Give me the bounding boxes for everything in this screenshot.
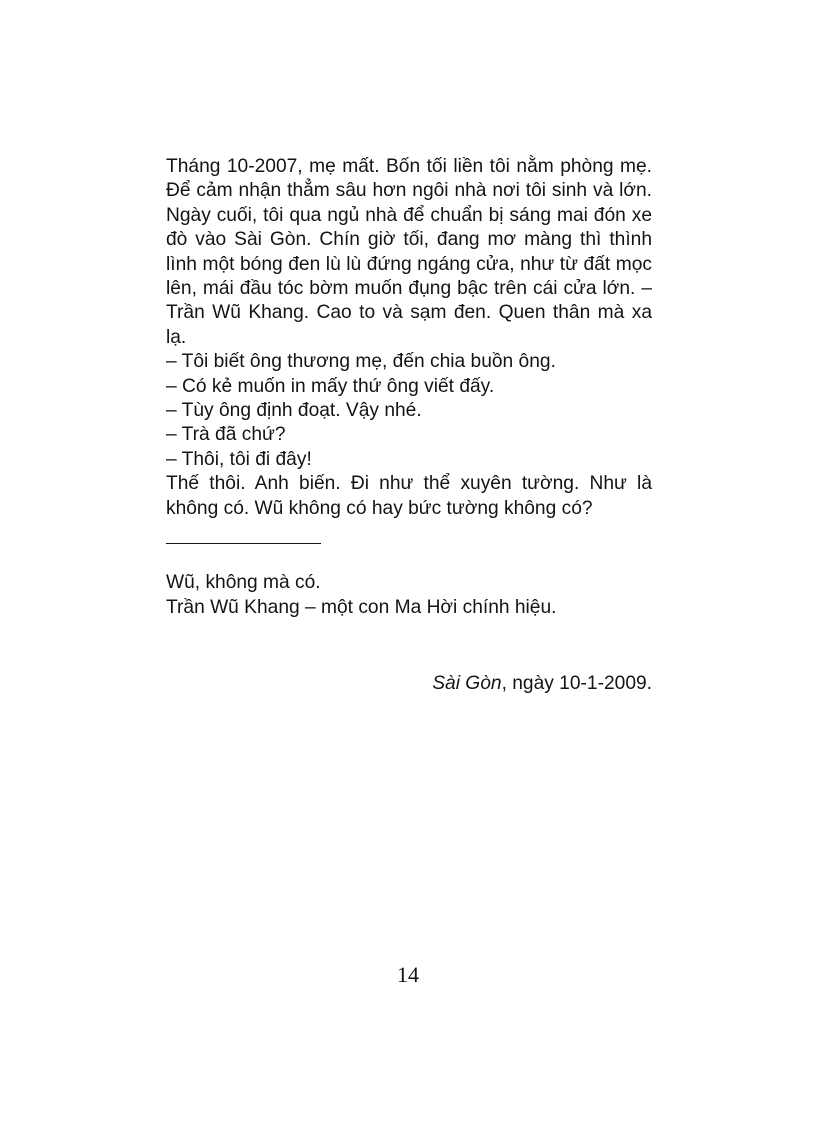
closing-paragraph: Thế thôi. Anh biến. Đi như thể xuyên tường. Như là không có. Wũ không có hay bức tường không có?: [166, 473, 652, 519]
section-divider: [166, 543, 321, 544]
dialogue-line: – Thôi, tôi đi đây!: [166, 448, 312, 470]
signoff-place: Sài Gòn: [432, 672, 502, 694]
opening-paragraph: Tháng 10-2007, mẹ mất. Bốn tối liền tôi nằm phòng mẹ. Để cảm nhận thẳm sâu hơn ngôi nhà nơi tôi sinh và lớn. Ngày cuối, tôi qua ngủ nhà để chuẩn bị sáng mai đón xe đò vào Sài Gòn. Chín giờ tối, đang mơ màng thì thình lình một bóng đen lù lù đứng ngáng cửa, như từ đất mọc lên, mái đầu tóc bờm muốn đụng bậc trên cái cửa lớn. – Trần Wũ Khang. Cao to và sạm đen. Quen thân mà xa lạ.: [166, 156, 652, 348]
page-content: [166, 155, 652, 696]
signoff: [166, 672, 652, 696]
page-number: 14: [397, 962, 419, 987]
footnote-line: Wũ, không mà có.: [166, 572, 321, 594]
dialogue-line: – Tùy ông định đoạt. Vậy nhé.: [166, 400, 422, 422]
dialogue-line: – Tôi biết ông thương mẹ, đến chia buồn ông.: [166, 351, 556, 373]
signoff-date: , ngày 10-1-2009.: [501, 672, 652, 694]
footnote-line: Trần Wũ Khang – một con Ma Hời chính hiệu.: [166, 596, 557, 618]
dialogue-line: – Có kẻ muốn in mấy thứ ông viết đấy.: [166, 375, 495, 397]
dialogue-line: – Trà đã chứ?: [166, 424, 286, 446]
